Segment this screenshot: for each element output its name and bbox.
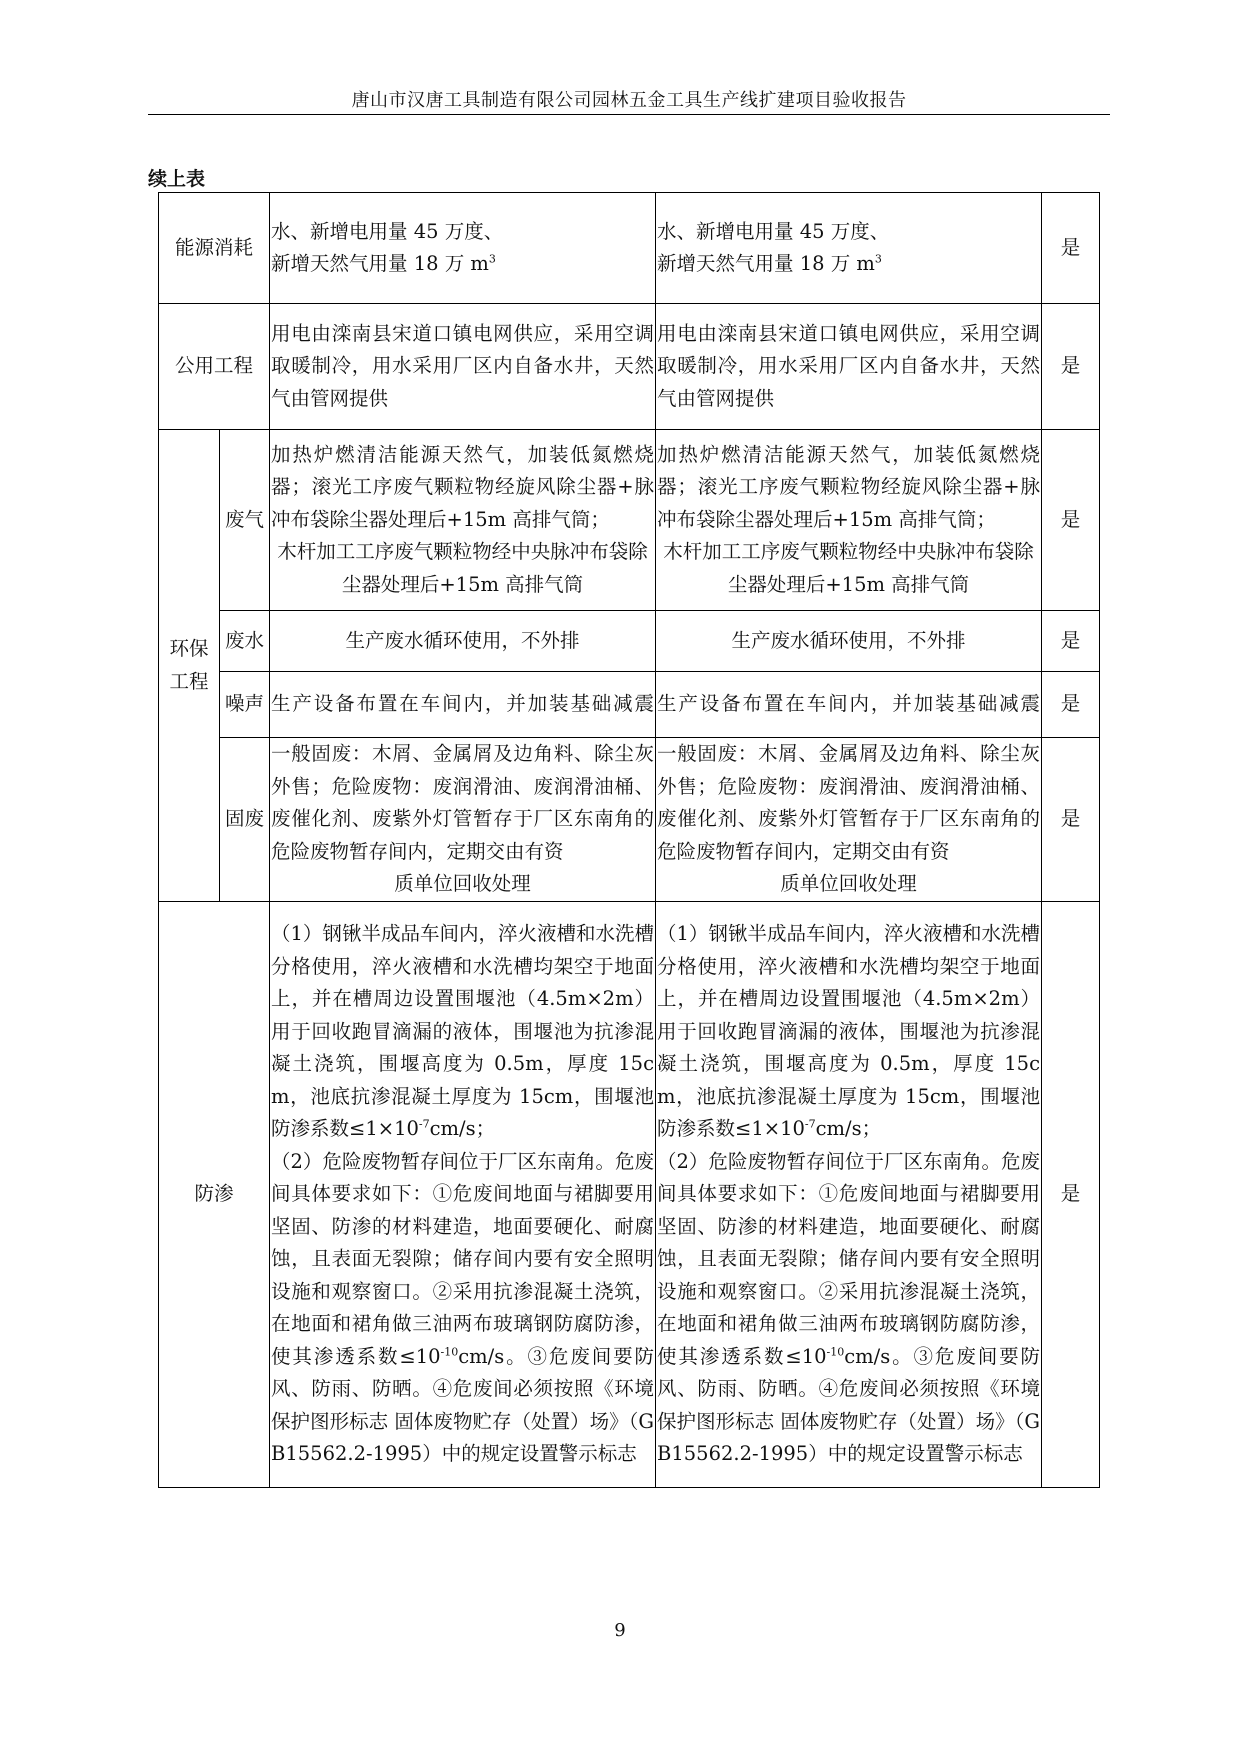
gas-text-actual: 加热炉燃清洁能源天然气，加装低氮燃烧器；滚光工序废气颗粒物经旋风除尘器+脉冲布袋除尘器处理后+15m 高排气筒； 木杆加工工序废气颗粒物经中央脉冲布袋除尘器处理后+15m 高排气筒 — [656, 430, 1042, 611]
page-number: 9 — [614, 1620, 626, 1641]
energy-text-actual — [656, 193, 1042, 304]
energy-line-1: 水、新增电用量 45 万度、 — [657, 219, 890, 243]
category-seepage: 防渗 — [159, 902, 270, 1488]
water-text-actual: 生产废水循环使用，不外排 — [656, 611, 1042, 672]
result-energy: 是 — [1042, 193, 1100, 304]
sub-solid: 固废 — [220, 738, 270, 902]
noise-text-eia: 生产设备布置在车间内，并加装基础减震 — [270, 672, 656, 738]
result-water: 是 — [1042, 611, 1100, 672]
category-energy: 能源消耗 — [159, 193, 270, 304]
utility-text-actual: 用电由滦南县宋道口镇电网供应，采用空调取暖制冷，用水采用厂区内自备水井，天然气由管网提供 — [656, 304, 1042, 430]
table-row — [159, 304, 1100, 430]
result-noise: 是 — [1042, 672, 1100, 738]
result-gas: 是 — [1042, 430, 1100, 611]
utility-text-eia: 用电由滦南县宋道口镇电网供应，采用空调取暖制冷，用水采用厂区内自备水井，天然气由管网提供 — [270, 304, 656, 430]
table-row — [159, 902, 1100, 1488]
acceptance-table — [158, 192, 1100, 1488]
result-seepage: 是 — [1042, 902, 1100, 1488]
sub-gas: 废气 — [220, 430, 270, 611]
energy-line-1: 水、新增电用量 45 万度、 — [271, 219, 504, 243]
noise-text-actual: 生产设备布置在车间内，并加装基础减震 — [656, 672, 1042, 738]
seepage-text-eia: （1）钢锹半成品车间内，淬火液槽和水洗槽分格使用，淬火液槽和水洗槽均架空于地面上，并在槽周边设置围堰池（4.5m×2m）用于回收跑冒滴漏的液体，围堰池为抗渗混凝土浇筑，围堰高度为 0.5m，厚度 15cm，池底抗渗混凝土厚度为 15cm，围堰池防渗系数$\le 1\times 10^{-7}cm/s$； （2）危险废物暂存间位于厂区东南角。危废间具体要求如下：①危废间地面与裙脚要用坚固、防渗的材料建造，地面要硬化、耐腐蚀，且表面无裂隙；储存间内要有安全照明设施和观察窗口。②采用抗渗混凝土浇筑，在地面和裙角做三油两布玻璃钢防腐防渗，使其渗透系数$\le 10^{-10}cm/s$。③危废间要防风、防雨、防晒。④危废间必须按照《环境保护图形标志 固体废物贮存（处置）场》（GB15562.2-1995）中的规定设置警示标志 — [270, 902, 656, 1488]
table-row — [159, 430, 1100, 611]
gas-text-eia: 加热炉燃清洁能源天然气，加装低氮燃烧器；滚光工序废气颗粒物经旋风除尘器+脉冲布袋除尘器处理后+15m 高排气筒； 木杆加工工序废气颗粒物经中央脉冲布袋除尘器处理后+15m 高排气筒 — [270, 430, 656, 611]
sub-noise: 噪声 — [220, 672, 270, 738]
table-row — [159, 193, 1100, 304]
result-utility: 是 — [1042, 304, 1100, 430]
table-row — [159, 672, 1100, 738]
result-solid: 是 — [1042, 738, 1100, 902]
seepage-text-actual: （1）钢锹半成品车间内，淬火液槽和水洗槽分格使用，淬火液槽和水洗槽均架空于地面上，并在槽周边设置围堰池（4.5m×2m）用于回收跑冒滴漏的液体，围堰池为抗渗混凝土浇筑，围堰高度为 0.5m，厚度 15cm，池底抗渗混凝土厚度为 15cm，围堰池防渗系数$\le 1\times 10^{-7}cm/s$； （2）危险废物暂存间位于厂区东南角。危废间具体要求如下：①危废间地面与裙脚要用坚固、防渗的材料建造，地面要硬化、耐腐蚀，且表面无裂隙；储存间内要有安全照明设施和观察窗口。②采用抗渗混凝土浇筑，在地面和裙角做三油两布玻璃钢防腐防渗，使其渗透系数$\le 10^{-10}cm/s$。③危废间要防风、防雨、防晒。④危废间必须按照《环境保护图形标志 固体废物贮存（处置）场》（GB15562.2-1995）中的规定设置警示标志 — [656, 902, 1042, 1488]
solid-text-actual: 一般固废：木屑、金属屑及边角料、除尘灰外售；危险废物：废润滑油、废润滑油桶、废催化剂、废紫外灯管暂存于厂区东南角的危险废物暂存间内，定期交由有资 质单位回收处理 — [656, 738, 1042, 902]
header-rule — [148, 114, 1110, 115]
solid-text-eia: 一般固废：木屑、金属屑及边角料、除尘灰外售；危险废物：废润滑油、废润滑油桶、废催化剂、废紫外灯管暂存于厂区东南角的危险废物暂存间内，定期交由有资 质单位回收处理 — [270, 738, 656, 902]
page-header: 唐山市汉唐工具制造有限公司园林五金工具生产线扩建项目验收报告 — [351, 90, 907, 111]
table-caption: 续上表 — [148, 168, 206, 190]
sub-water: 废水 — [220, 611, 270, 672]
table-row — [159, 611, 1100, 672]
table-row — [159, 738, 1100, 902]
category-utility: 公用工程 — [159, 304, 270, 430]
water-text-eia: 生产废水循环使用，不外排 — [270, 611, 656, 672]
energy-line-2: 新增天然气用量 18 万 $m^3$ — [271, 252, 496, 275]
energy-line-2: 新增天然气用量 18 万 $m^3$ — [657, 252, 882, 275]
category-env: 环保 工程 — [159, 430, 220, 902]
energy-text-eia — [270, 193, 656, 304]
